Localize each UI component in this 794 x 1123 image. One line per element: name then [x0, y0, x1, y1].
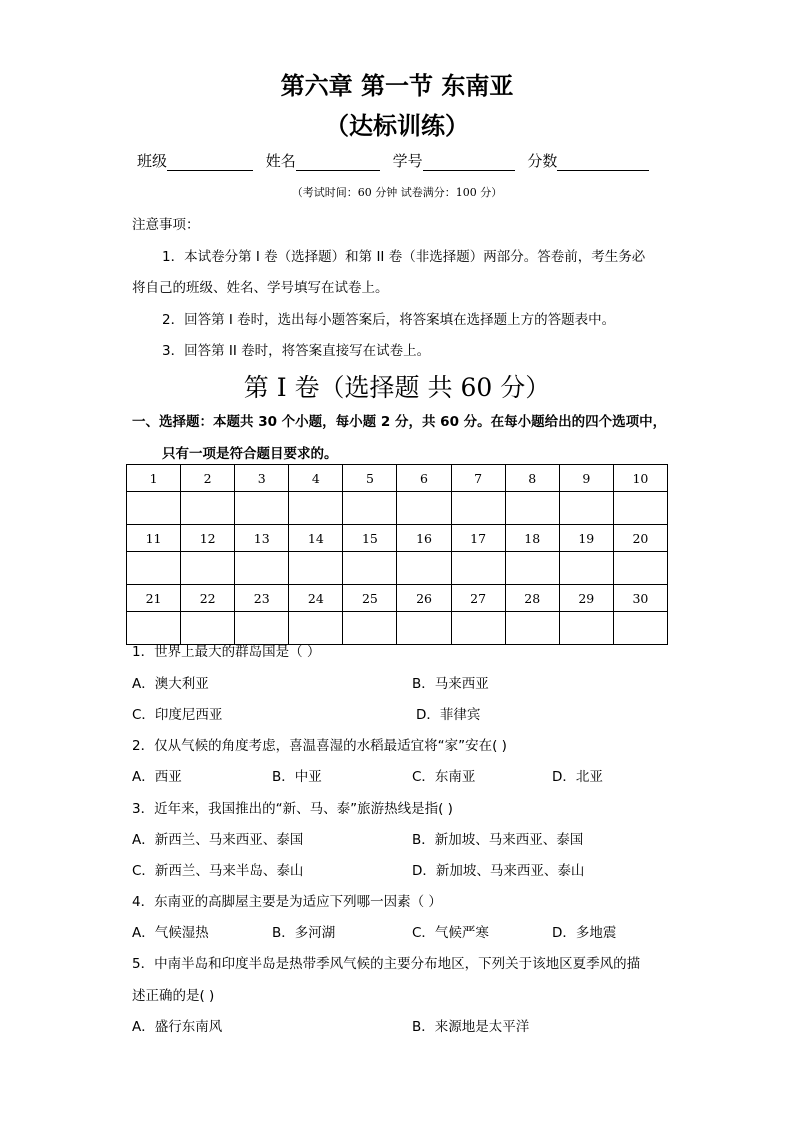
cell-number: 19	[559, 525, 613, 552]
cell-number: 30	[613, 585, 667, 612]
class-label: 班级	[137, 152, 168, 170]
question-3-option-b[interactable]: B．新加坡、马来西亚、泰国	[412, 832, 584, 848]
question-2-option-d[interactable]: D．北亚	[552, 769, 603, 785]
answer-table-blank-row	[127, 552, 668, 585]
answer-cell[interactable]	[397, 552, 451, 585]
answer-cell[interactable]	[451, 612, 505, 645]
cell-number: 3	[235, 465, 289, 492]
answer-table-header-row	[127, 585, 668, 612]
answer-cell[interactable]	[505, 612, 559, 645]
question-4-option-b[interactable]: B．多河湖	[272, 925, 336, 941]
answer-cell[interactable]	[397, 612, 451, 645]
page-title: 第六章 第一节 东南亚	[280, 72, 514, 100]
question-1-option-c[interactable]: C．印度尼西亚	[132, 707, 223, 723]
question-4-option-a[interactable]: A．气候湿热	[132, 925, 209, 941]
question-2-option-a[interactable]: A．西亚	[132, 769, 182, 785]
cell-number: 4	[289, 465, 343, 492]
cell-number: 7	[451, 465, 505, 492]
answer-table-header-row	[127, 465, 668, 492]
note-item-1-cont: 将自己的班级、姓名、学号填写在试卷上。	[132, 280, 389, 296]
answer-cell[interactable]	[343, 612, 397, 645]
answer-cell[interactable]	[505, 552, 559, 585]
answer-cell[interactable]	[289, 492, 343, 525]
cell-number: 29	[559, 585, 613, 612]
cell-number: 17	[451, 525, 505, 552]
cell-number: 12	[181, 525, 235, 552]
cell-number: 11	[127, 525, 181, 552]
cell-number: 1	[127, 465, 181, 492]
answer-cell[interactable]	[613, 612, 667, 645]
question-3-option-a[interactable]: A．新西兰、马来西亚、泰国	[132, 832, 304, 848]
question-5-stem: 5．中南半岛和印度半岛是热带季风气候的主要分布地区，下列关于该地区夏季风的描	[132, 956, 641, 972]
cell-number: 28	[505, 585, 559, 612]
question-2-option-c[interactable]: C．东南亚	[412, 769, 476, 785]
question-3-stem: 3．近年来，我国推出的“新、马、泰”旅游热线是指( )	[132, 801, 453, 817]
section-instruction-cont: 只有一项是符合题目要求的。	[162, 446, 338, 462]
score-blank[interactable]	[557, 156, 649, 171]
answer-cell[interactable]	[559, 552, 613, 585]
question-2-option-b[interactable]: B．中亚	[272, 769, 322, 785]
exam-info: （考试时间：60 分钟 试卷满分：100 分）	[291, 186, 503, 199]
answer-cell[interactable]	[181, 552, 235, 585]
name-label: 姓名	[265, 152, 296, 170]
question-3-option-c[interactable]: C．新西兰、马来半岛、泰山	[132, 863, 304, 879]
answer-cell[interactable]	[451, 552, 505, 585]
cell-number: 22	[181, 585, 235, 612]
notes-heading: 注意事项：	[132, 217, 200, 233]
section-title: 第 I 卷（选择题 共 60 分）	[243, 373, 551, 402]
name-blank[interactable]	[296, 156, 380, 171]
cell-number: 20	[613, 525, 667, 552]
student-id-blank[interactable]	[423, 156, 515, 171]
answer-cell[interactable]	[127, 552, 181, 585]
question-5-stem-cont: 述正确的是( )	[132, 988, 215, 1004]
question-1-option-d[interactable]: D．菲律宾	[416, 707, 481, 723]
question-4-option-d[interactable]: D．多地震	[552, 925, 617, 941]
question-2-stem: 2．仅从气候的角度考虑，喜温喜湿的水稻最适宜将“家”安在( )	[132, 738, 507, 754]
cell-number: 24	[289, 585, 343, 612]
cell-number: 21	[127, 585, 181, 612]
cell-number: 5	[343, 465, 397, 492]
section-instruction: 一、选择题：本题共 30 个小题，每小题 2 分，共 60 分。在每小题给出的四个选项中，	[132, 414, 667, 430]
answer-cell[interactable]	[559, 492, 613, 525]
answer-cell[interactable]	[451, 492, 505, 525]
answer-cell[interactable]	[235, 552, 289, 585]
answer-table-header-row	[127, 525, 668, 552]
cell-number: 8	[505, 465, 559, 492]
cell-number: 15	[343, 525, 397, 552]
answer-cell[interactable]	[559, 612, 613, 645]
answer-cell[interactable]	[613, 552, 667, 585]
class-blank[interactable]	[167, 156, 253, 171]
question-1-stem: 1．世界上最大的群岛国是（ ）	[132, 644, 321, 660]
cell-number: 23	[235, 585, 289, 612]
cell-number: 26	[397, 585, 451, 612]
answer-cell[interactable]	[127, 492, 181, 525]
cell-number: 27	[451, 585, 505, 612]
answer-table	[126, 464, 668, 645]
answer-cell[interactable]	[289, 552, 343, 585]
cell-number: 6	[397, 465, 451, 492]
answer-cell[interactable]	[343, 492, 397, 525]
question-5-option-a[interactable]: A．盛行东南风	[132, 1019, 223, 1035]
cell-number: 13	[235, 525, 289, 552]
answer-cell[interactable]	[235, 492, 289, 525]
answer-cell[interactable]	[343, 552, 397, 585]
answer-cell[interactable]	[397, 492, 451, 525]
cell-number: 14	[289, 525, 343, 552]
student-id-label: 学号	[392, 152, 423, 170]
note-item-3: 3．回答第 II 卷时，将答案直接写在试卷上。	[162, 343, 431, 359]
answer-table-blank-row	[127, 492, 668, 525]
question-5-option-b[interactable]: B．来源地是太平洋	[412, 1019, 530, 1035]
answer-cell[interactable]	[613, 492, 667, 525]
note-item-2: 2．回答第 I 卷时，选出每小题答案后，将答案填在选择题上方的答题表中。	[162, 312, 616, 328]
score-label: 分数	[527, 152, 558, 170]
cell-number: 2	[181, 465, 235, 492]
question-3-option-d[interactable]: D．新加坡、马来西亚、泰山	[412, 863, 585, 879]
answer-cell[interactable]	[181, 492, 235, 525]
cell-number: 10	[613, 465, 667, 492]
answer-cell[interactable]	[505, 492, 559, 525]
question-4-stem: 4．东南亚的高脚屋主要是为适应下列哪一因素（ ）	[132, 894, 442, 910]
question-4-option-c[interactable]: C．气候严寒	[412, 925, 489, 941]
question-1-option-a[interactable]: A．澳大利亚	[132, 676, 209, 692]
cell-number: 16	[397, 525, 451, 552]
student-info-row	[137, 150, 657, 171]
question-1-option-b[interactable]: B．马来西亚	[412, 676, 489, 692]
cell-number: 25	[343, 585, 397, 612]
cell-number: 18	[505, 525, 559, 552]
note-item-1: 1．本试卷分第 I 卷（选择题）和第 II 卷（非选择题）两部分。答卷前，考生务必	[162, 249, 646, 265]
cell-number: 9	[559, 465, 613, 492]
page-subtitle: （达标训练）	[325, 112, 469, 140]
